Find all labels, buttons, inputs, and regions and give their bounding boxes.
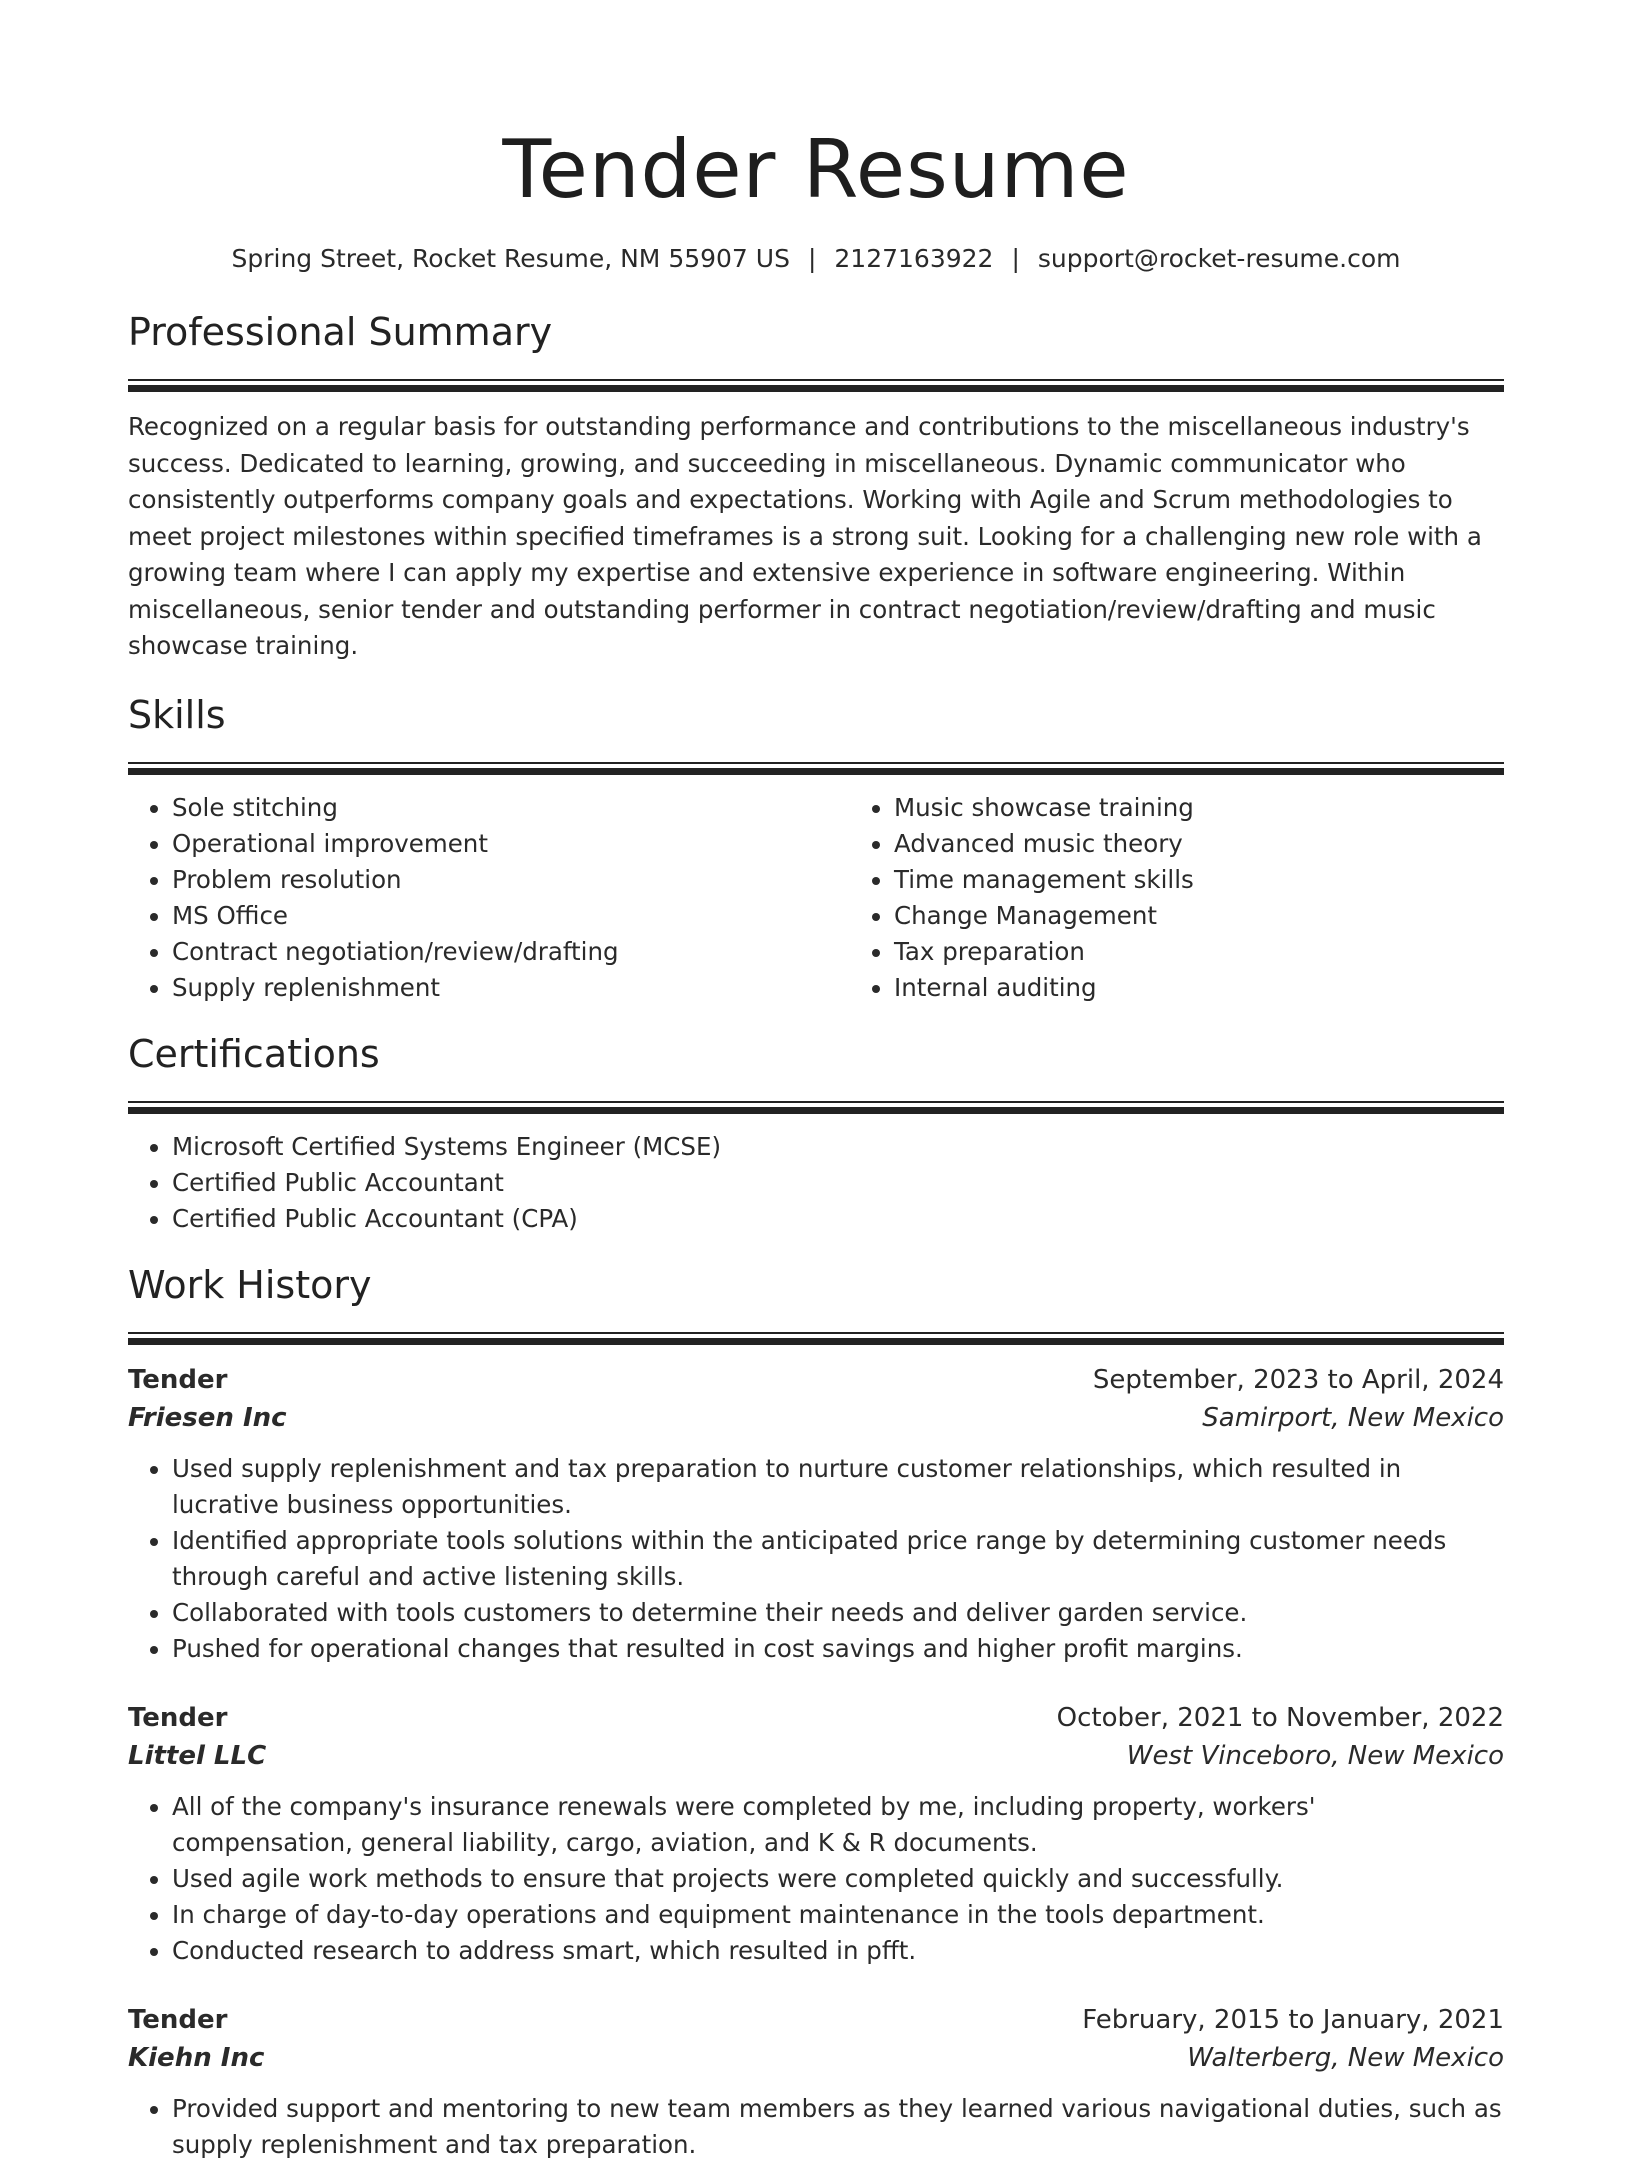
job-header — [128, 1361, 1504, 1399]
job-bullet: • Used agile work methods to ensure that projects were completed quickly and successfully. — [172, 1861, 1504, 1897]
section-divider — [128, 762, 1504, 775]
job-subheader — [128, 2039, 1504, 2077]
contact-separator: | — [807, 244, 817, 273]
contact-line — [128, 242, 1504, 276]
section-divider — [128, 379, 1504, 392]
certifications-section — [128, 1030, 1504, 1237]
job-entry — [128, 1361, 1504, 1667]
skill-item: • Problem resolution — [172, 862, 850, 898]
job-company: Friesen Inc — [128, 1402, 287, 1433]
job-company: Littel LLC — [128, 1740, 267, 1771]
job-location: Samirport, New Mexico — [1202, 1402, 1504, 1433]
certification-item: • Microsoft Certified Systems Engineer (MCSE) — [172, 1129, 1504, 1165]
skill-item: • Tax preparation — [894, 934, 1572, 970]
job-dates: October, 2021 to November, 2022 — [1056, 1702, 1504, 1733]
contact-email: support@rocket-resume.com — [1037, 244, 1401, 273]
section-title-summary: Professional Summary — [128, 310, 553, 354]
skill-item: • Advanced music theory — [894, 826, 1572, 862]
skills-list-left — [128, 790, 850, 1006]
job-bullet: • In charge of day-to-day operations and equipment maintenance in the tools department. — [172, 1897, 1504, 1933]
job-bullet: • Identified appropriate tools solutions within the anticipated price range by determining customer needs through careful and active listening skills. — [172, 1523, 1504, 1595]
certifications-list — [128, 1129, 1504, 1237]
contact-phone: 2127163922 — [834, 244, 994, 273]
job-bullet: • Collaborated with tools customers to determine their needs and deliver garden service. — [172, 1595, 1504, 1631]
skill-item: • Internal auditing — [894, 970, 1572, 1006]
section-title-work-history: Work History — [128, 1262, 372, 1307]
section-divider — [128, 1101, 1504, 1114]
job-dates: February, 2015 to January, 2021 — [1082, 2004, 1504, 2035]
skill-item: • Supply replenishment — [172, 970, 850, 1006]
certification-item: • Certified Public Accountant (CPA) — [172, 1201, 1504, 1237]
job-title: Tender — [128, 1364, 228, 1395]
summary-section — [128, 308, 1504, 665]
job-bullets — [128, 2091, 1504, 2163]
contact-separator: | — [1011, 244, 1020, 273]
certification-item: • Certified Public Accountant — [172, 1165, 1504, 1201]
skill-item: • Time management skills — [894, 862, 1572, 898]
job-title: Tender — [128, 2004, 228, 2035]
contact-address: Spring Street, Rocket Resume, NM 55907 US — [231, 244, 790, 273]
skill-item: • Operational improvement — [172, 826, 850, 862]
job-location: Walterberg, New Mexico — [1187, 2042, 1504, 2073]
skills-section — [128, 691, 1504, 1006]
job-subheader — [128, 1399, 1504, 1437]
job-bullets — [128, 1451, 1504, 1667]
job-dates: September, 2023 to April, 2024 — [1092, 1364, 1504, 1395]
section-title-certifications: Certifications — [128, 1031, 380, 1076]
skills-grid — [128, 790, 1504, 1006]
skill-item: • Change Management — [894, 898, 1572, 934]
job-subheader — [128, 1737, 1504, 1775]
job-bullet: • Conducted research to address smart, which resulted in pfft. — [172, 1933, 1504, 1969]
skill-item: • Music showcase training — [894, 790, 1572, 826]
resume-page — [128, 0, 1504, 2163]
work-history-section — [128, 1261, 1504, 2163]
job-title: Tender — [128, 1702, 228, 1733]
job-bullet: • Provided support and mentoring to new team members as they learned various navigational duties, such as supply replenishment and tax preparation. — [172, 2091, 1504, 2163]
resume-name: Tender Resume — [502, 123, 1130, 216]
skill-item: • Contract negotiation/review/drafting — [172, 934, 850, 970]
job-bullet: • All of the company's insurance renewals were completed by me, including property, workers' compensation, general liability, cargo, aviation, and K & R documents. — [172, 1789, 1504, 1861]
skills-list-right — [850, 790, 1572, 1006]
job-bullets — [128, 1789, 1504, 1969]
section-divider — [128, 1332, 1504, 1345]
job-header — [128, 2001, 1504, 2039]
skill-item: • Sole stitching — [172, 790, 850, 826]
summary-text: Recognized on a regular basis for outstanding performance and contributions to the miscellaneous industry's success. Dedicated to learning, growing, and succeeding in miscellaneous. Dynamic communicator who consistently outperforms company goals and expectations. Working with Agile and Scrum methodologies to meet project milestones within specified timeframes is a strong suit. Looking for a challenging new role with a growing team where I can apply my expertise and extensive experience in software engineering. Within miscellaneous, senior tender and outstanding performer in contract negotiation/review/drafting and music showcase training. — [128, 412, 1482, 660]
job-bullet: • Pushed for operational changes that resulted in cost savings and higher profit margins. — [172, 1631, 1504, 1667]
job-entry — [128, 2001, 1504, 2163]
job-company: Kiehn Inc — [128, 2042, 265, 2073]
job-location: West Vinceboro, New Mexico — [1126, 1740, 1504, 1771]
job-bullet: • Used supply replenishment and tax preparation to nurture customer relationships, which resulted in lucrative business opportunities. — [172, 1451, 1504, 1523]
job-header — [128, 1699, 1504, 1737]
skill-item: • MS Office — [172, 898, 850, 934]
section-title-skills: Skills — [128, 692, 226, 737]
job-entry — [128, 1699, 1504, 1969]
